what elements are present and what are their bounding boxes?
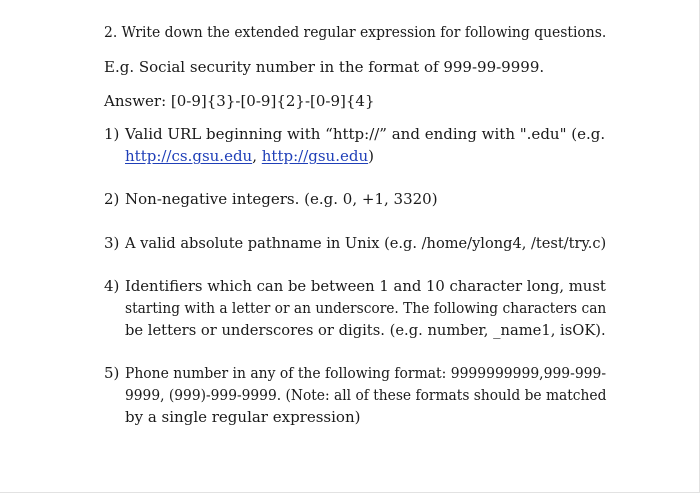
item-5-line-1: Phone number in any of the following format: 9999999999,999-999- [125,364,607,382]
item-1-line-1: Valid URL beginning with “http://” and ending with ".edu" (e.g. [125,125,606,143]
question-heading: 2. Write down the extended regular expression for following questions. [104,23,607,41]
item-3-line-1: A valid absolute pathname in Unix (e.g. /home/ylong4, /test/try.c) [125,234,607,252]
link-gsu[interactable]: http://gsu.edu [261,147,369,165]
item-4-line-1: Identifiers which can be between 1 and 10 character long, must [125,277,606,295]
item-3-number: 3) [104,234,120,252]
item-4-line-3: be letters or underscores or digits. (e.g. number, _name1, isOK). [125,321,606,339]
link-cs-gsu[interactable]: http://cs.gsu.edu [125,147,253,165]
item-4-number: 4) [104,277,120,295]
item-4-line-2: starting with a letter or an underscore. The following characters can [125,299,607,317]
link-separator: , [252,147,262,165]
item-1-number: 1) [104,125,120,143]
item-2-number: 2) [104,190,120,208]
example-text: E.g. Social security number in the format of 999-99-9999. [104,58,545,76]
item-5-number: 5) [104,364,120,382]
item-2-line-1: Non-negative integers. (e.g. 0, +1, 3320) [125,190,438,208]
item-5-line-3: by a single regular expression) [125,408,361,426]
item-5-line-2: 9999, (999)-999-9999. (Note: all of these formats should be matched [125,386,607,404]
answer-text: Answer: [0-9]{3}-[0-9]{2}-[0-9]{4} [104,92,375,110]
close-paren: ) [368,147,374,165]
item-1-line-2 [125,147,374,165]
